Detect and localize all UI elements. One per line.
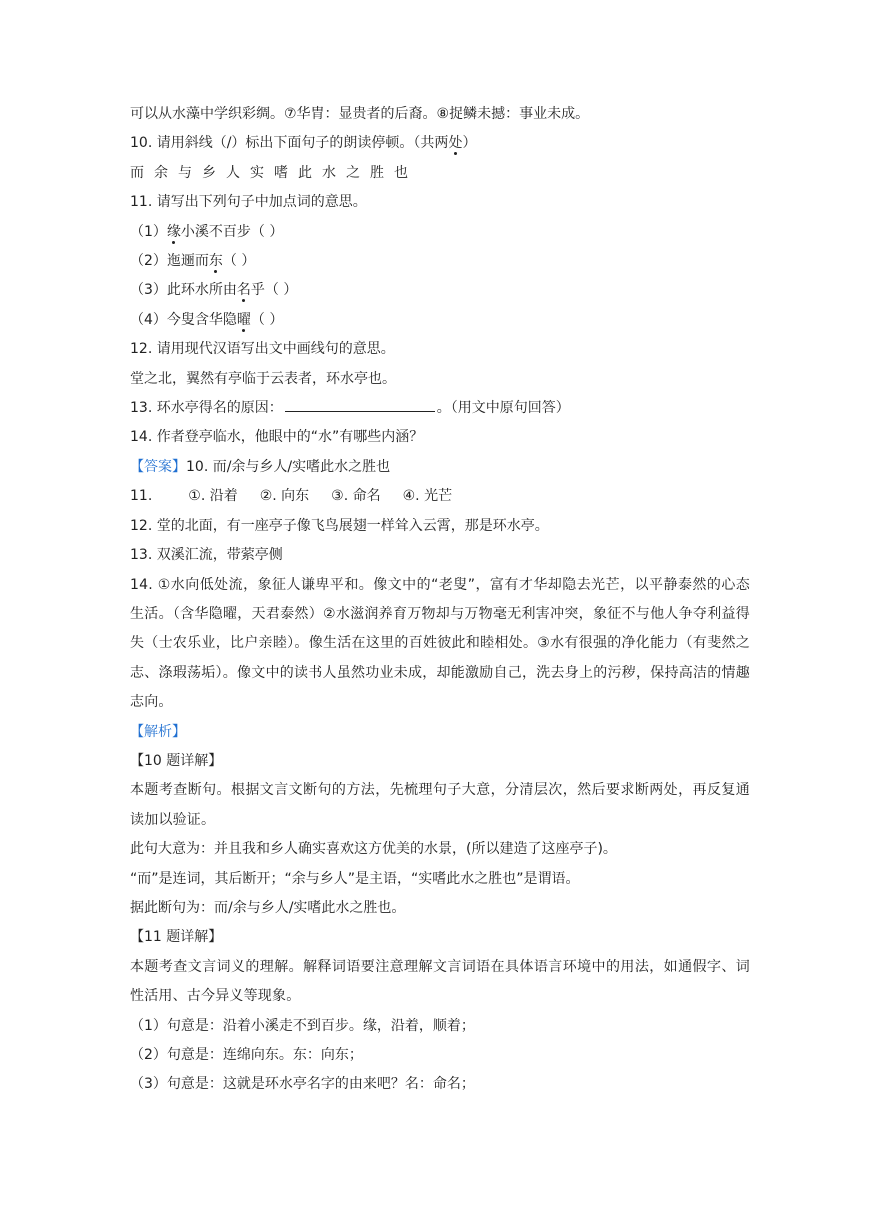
question-12-sentence: 堂之北，翼然有亭临于云表者，环水亭也。 [130, 370, 396, 387]
document-body [130, 100, 750, 1100]
answer-11-option-1: ①. 沿着 [188, 488, 238, 505]
footnote-line: 可以从水藻中学织彩绸。⑦华胄：显贵者的后裔。⑧捉鳞未撼：事业未成。 [130, 106, 590, 122]
question-11-item-1: （1）缘小溪不百步（ ） [130, 223, 284, 240]
question-11-item-4: （4）今叟含华隐曜（ ） [130, 311, 284, 328]
answer-12: 12. 堂的北面，有一座亭子像飞鸟展翅一样耸入云霄，那是环水亭。 [130, 517, 549, 534]
answer-11-option-2: ②. 向东 [259, 488, 310, 505]
answer-blank [285, 397, 435, 412]
detail-11-item-3: （3）句意是：这就是环水亭名字的由来吧？名：命名； [130, 1076, 475, 1093]
detail-10-paragraph-4: 据此断句为：而/余与乡人/实嗜此水之胜也。 [130, 899, 406, 916]
answer-10 [130, 453, 750, 482]
answer-11-option-3: ③. 命名 [331, 488, 381, 505]
answer-11 [130, 482, 750, 511]
question-11-item-3: （3）此环水所由名乎（ ） [130, 282, 298, 299]
answer-11-option-4: ④. 光芒 [402, 488, 453, 505]
answer-tag: 【答案】 [130, 458, 186, 475]
question-11: 11. 请写出下列句子中加点词的意思。 [130, 194, 367, 211]
answer-10-text: 10. 而/余与乡人/实嗜此水之胜也 [186, 458, 391, 475]
detail-10-paragraph-3: “而”是连词，其后断开；“余与乡人”是主语，“实嗜此水之胜也”是谓语。 [130, 870, 580, 887]
detail-11-item-2: （2）句意是：连绵向东。东：向东； [130, 1047, 363, 1063]
detail-10-paragraph-1: 本题考查断句。根据文言文断句的方法，先梳理句子大意，分清层次，然后要求断两处，再反复通读加以验证。 [130, 782, 750, 828]
question-10-sentence: 而余与乡人实嗜此水之胜也 [130, 164, 418, 181]
detail-10-title: 【10 题详解】 [130, 752, 223, 769]
answer-14: 14. ①水向低处流，象征人谦卑平和。像文中的“老叟”，富有才华却隐去光芒，以平静泰然的心态生活。（含华隐曜，天君泰然）②水滋润养育万物却与万物毫无利害冲突，象征不与他人争夺利益得失（士农乐业，比户亲睦）。像生活在这里的百姓彼此和睦相处。③水有很强的净化能力（有斐然之志、涤瑕荡垢）。像文中的读书人虽然功业未成，却能激励自己，洗去身上的污秽，保持高洁的情趣志向。 [130, 576, 750, 711]
detail-11-item-1: （1）句意是：沿着小溪走不到百步。缘，沿着，顺着； [130, 1017, 475, 1034]
detail-11-paragraph-1: 本题考查文言词义的理解。解释词语要注意理解文言词语在具体语言环境中的用法，如通假字、词性活用、古今异义等现象。 [130, 958, 750, 1005]
question-10: 10. 请用斜线（/）标出下面句子的朗读停顿。（共两处） [130, 135, 477, 152]
question-13-prefix: 13. 环水亭得名的原因： [130, 400, 283, 417]
question-13 [130, 394, 750, 423]
answer-11-number: 11. [130, 488, 153, 505]
analysis-tag: 【解析】 [130, 723, 186, 740]
question-11-item-2: （2）迤逦而东（ ） [130, 253, 256, 270]
question-12: 12. 请用现代汉语写出文中画线句的意思。 [130, 341, 395, 358]
question-13-suffix: 。（用文中原句回答） [436, 400, 570, 417]
question-14: 14. 作者登亭临水，他眼中的“水”有哪些内涵？ [130, 429, 424, 446]
detail-10-paragraph-2: 此句大意为：并且我和乡人确实喜欢这方优美的水景，(所以建造了这座亭子)。 [130, 841, 617, 858]
detail-11-title: 【11 题详解】 [130, 929, 223, 946]
answer-13: 13. 双溪汇流，带萦亭侧 [130, 547, 283, 564]
